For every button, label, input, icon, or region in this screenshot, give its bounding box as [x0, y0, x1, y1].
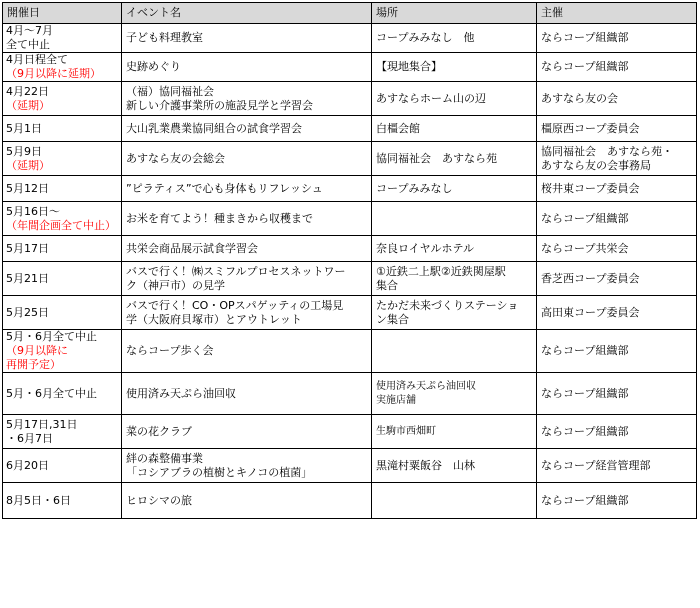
event-name-cell: [122, 142, 372, 176]
cell-text: 5月・6月全て中止: [6, 330, 97, 343]
cell-text: ならコープ組織部: [541, 60, 629, 73]
cell-text: 6月20日: [6, 458, 49, 472]
table-row: [3, 262, 697, 296]
event-name-cell: [122, 116, 372, 142]
cell-text: ク（神戸市）の見学: [126, 278, 225, 292]
cell-text: ならコープ歩く会: [126, 344, 214, 357]
date-note-text: （9月以降に: [6, 344, 68, 357]
cell-text: 4月22日: [6, 84, 49, 98]
organizer-cell: [537, 53, 697, 82]
cell-text: 学（大阪府貝塚市）とアウトレット: [126, 312, 302, 326]
event-name-cell: [122, 24, 372, 53]
organizer-cell: [537, 176, 697, 202]
event-name-cell: [122, 262, 372, 296]
date-cell: [3, 262, 122, 296]
table-row: [3, 142, 697, 176]
place-cell: [372, 415, 537, 449]
table-row: [3, 415, 697, 449]
date-note-text: （年間企画全て中止）: [6, 218, 116, 232]
table-row: [3, 296, 697, 330]
cell-text: 「コシアブラの植樹とキノコの植菌」: [126, 465, 313, 479]
cell-text: ならコープ組織部: [541, 211, 629, 225]
cell-text: 5月17日,31日: [6, 417, 78, 431]
table-row: [3, 236, 697, 262]
cell-text: 桜井東コープ委員会: [541, 181, 640, 195]
organizer-cell: [537, 449, 697, 483]
cell-text: たかだ未来づくりステーショ: [376, 298, 519, 312]
table-row: [3, 373, 697, 415]
place-cell: [372, 373, 537, 415]
cell-text: 史跡めぐり: [126, 60, 181, 73]
event-name-cell: [122, 330, 372, 373]
cell-text: ”ピラティス”で心も身体もリフレッシュ: [126, 181, 323, 195]
date-cell: [3, 82, 122, 116]
table-row: [3, 202, 697, 236]
cell-text: ①近鉄二上駅②近鉄関屋駅: [376, 264, 506, 278]
cell-text: ならコープ組織部: [541, 493, 629, 507]
table-row: [3, 176, 697, 202]
date-cell: [3, 373, 122, 415]
table-row: [3, 330, 697, 373]
date-cell: [3, 330, 122, 373]
event-name-cell: [122, 53, 372, 82]
organizer-cell: [537, 142, 697, 176]
cell-text: 生駒市西畑町: [376, 425, 436, 437]
organizer-cell: [537, 24, 697, 53]
table-body: [3, 24, 697, 519]
cell-text: 5月1日: [6, 121, 42, 135]
cell-text: ・6月7日: [6, 431, 53, 445]
date-cell: [3, 202, 122, 236]
event-name-cell: [122, 449, 372, 483]
cell-text: 絆の森整備事業: [126, 451, 203, 465]
header-place: 場所: [372, 3, 537, 24]
cell-text: ならコープ経営管理部: [541, 458, 651, 472]
place-cell: [372, 24, 537, 53]
cell-text: 香芝西コープ委員会: [541, 271, 640, 285]
date-cell: [3, 415, 122, 449]
table-row: [3, 82, 697, 116]
cell-text: ならコープ共栄会: [541, 241, 629, 255]
cell-text: 橿原西コープ委員会: [541, 121, 640, 135]
table-row: [3, 116, 697, 142]
event-name-cell: [122, 176, 372, 202]
date-cell: [3, 53, 122, 82]
place-cell: [372, 202, 537, 236]
date-cell: [3, 449, 122, 483]
cell-text: 【現地集合】: [376, 60, 442, 73]
place-cell: [372, 236, 537, 262]
table-row: [3, 53, 697, 82]
organizer-cell: [537, 330, 697, 373]
cell-text: 使用済み天ぷら油回収: [126, 386, 236, 400]
organizer-cell: [537, 116, 697, 142]
cell-text: ヒロシマの旅: [126, 493, 192, 507]
place-cell: [372, 262, 537, 296]
date-cell: [3, 24, 122, 53]
organizer-cell: [537, 373, 697, 415]
date-note-text: （延期）: [6, 98, 50, 112]
cell-text: あすならホーム山の辺: [376, 91, 486, 105]
place-cell: [372, 176, 537, 202]
header-event-name: イベント名: [122, 3, 372, 24]
place-cell: [372, 330, 537, 373]
place-cell: [372, 296, 537, 330]
cell-text: バスで行く！CO・OPスパゲッティの工場見: [126, 298, 344, 312]
cell-text: 子ども料理教室: [126, 31, 203, 44]
cell-text: 菜の花クラブ: [126, 424, 192, 438]
date-cell: [3, 236, 122, 262]
table-row: [3, 483, 697, 519]
cell-text: バスで行く！㈱スミフルプロセスネットワー: [126, 264, 346, 278]
place-cell: [372, 142, 537, 176]
cell-text: 4月日程全て: [6, 53, 68, 66]
date-cell: [3, 142, 122, 176]
organizer-cell: [537, 483, 697, 519]
organizer-cell: [537, 236, 697, 262]
cell-text: ならコープ組織部: [541, 424, 629, 438]
cell-text: 協同福祉会 あすなら苑・: [541, 144, 673, 158]
event-name-cell: [122, 202, 372, 236]
organizer-cell: [537, 82, 697, 116]
cell-text: 5月21日: [6, 271, 49, 285]
cell-text: 新しい介護事業所の施設見学と学習会: [126, 98, 313, 112]
place-cell: [372, 483, 537, 519]
cell-text: あすなら友の会総会: [126, 151, 225, 165]
cell-text: お米を育てよう！種まきから収穫まで: [126, 211, 313, 225]
table-row: [3, 24, 697, 53]
event-name-cell: [122, 483, 372, 519]
cell-text: ならコープ組織部: [541, 31, 629, 44]
organizer-cell: [537, 202, 697, 236]
cell-text: 8月5日・6日: [6, 493, 71, 507]
event-table: [2, 2, 697, 519]
header-organizer: 主催: [537, 3, 697, 24]
cell-text: 使用済み天ぷら油回収: [376, 380, 476, 392]
cell-text: ならコープ組織部: [541, 386, 629, 400]
cell-text: 4月～7月: [6, 24, 53, 37]
place-cell: [372, 82, 537, 116]
header-date: 開催日: [3, 3, 122, 24]
cell-text: 5月17日: [6, 241, 49, 255]
cell-text: ならコープ組織部: [541, 344, 629, 357]
place-cell: [372, 449, 537, 483]
table-row: [3, 449, 697, 483]
cell-text: （福）協同福祉会: [126, 84, 214, 98]
date-note-text: 再開予定）: [6, 358, 61, 371]
date-note-text: （延期）: [6, 158, 50, 172]
place-cell: [372, 53, 537, 82]
organizer-cell: [537, 296, 697, 330]
date-cell: [3, 116, 122, 142]
event-name-cell: [122, 82, 372, 116]
cell-text: ン集合: [376, 312, 409, 326]
cell-text: 5月9日: [6, 144, 42, 158]
cell-text: 5月25日: [6, 305, 49, 319]
cell-text: 黒滝村粟飯谷 山林: [376, 458, 475, 472]
event-name-cell: [122, 236, 372, 262]
event-name-cell: [122, 415, 372, 449]
cell-text: 全て中止: [6, 38, 50, 51]
organizer-cell: [537, 415, 697, 449]
cell-text: 5月12日: [6, 181, 49, 195]
cell-text: 白橿会館: [376, 121, 420, 135]
date-cell: [3, 483, 122, 519]
cell-text: あすなら友の会: [541, 91, 618, 105]
cell-text: 協同福祉会 あすなら苑: [376, 151, 497, 165]
event-name-cell: [122, 373, 372, 415]
cell-text: あすなら友の会事務局: [541, 158, 651, 172]
place-cell: [372, 116, 537, 142]
date-cell: [3, 176, 122, 202]
date-note-text: （9月以降に延期）: [6, 67, 101, 80]
cell-text: 共栄会商品展示試食学習会: [126, 241, 258, 255]
cell-text: 奈良ロイヤルホテル: [376, 241, 475, 255]
header-row: [3, 3, 697, 24]
cell-text: 実施店舗: [376, 394, 416, 406]
organizer-cell: [537, 262, 697, 296]
cell-text: コープみみなし: [376, 181, 453, 195]
cell-text: コープみみなし 他: [376, 31, 475, 44]
cell-text: 集合: [376, 278, 398, 292]
cell-text: 大山乳業農業協同組合の試食学習会: [126, 121, 302, 135]
event-table-container: [2, 2, 696, 519]
date-cell: [3, 296, 122, 330]
cell-text: 高田東コープ委員会: [541, 305, 640, 319]
event-name-cell: [122, 296, 372, 330]
cell-text: 5月16日～: [6, 204, 60, 218]
cell-text: 5月・6月全て中止: [6, 386, 97, 400]
